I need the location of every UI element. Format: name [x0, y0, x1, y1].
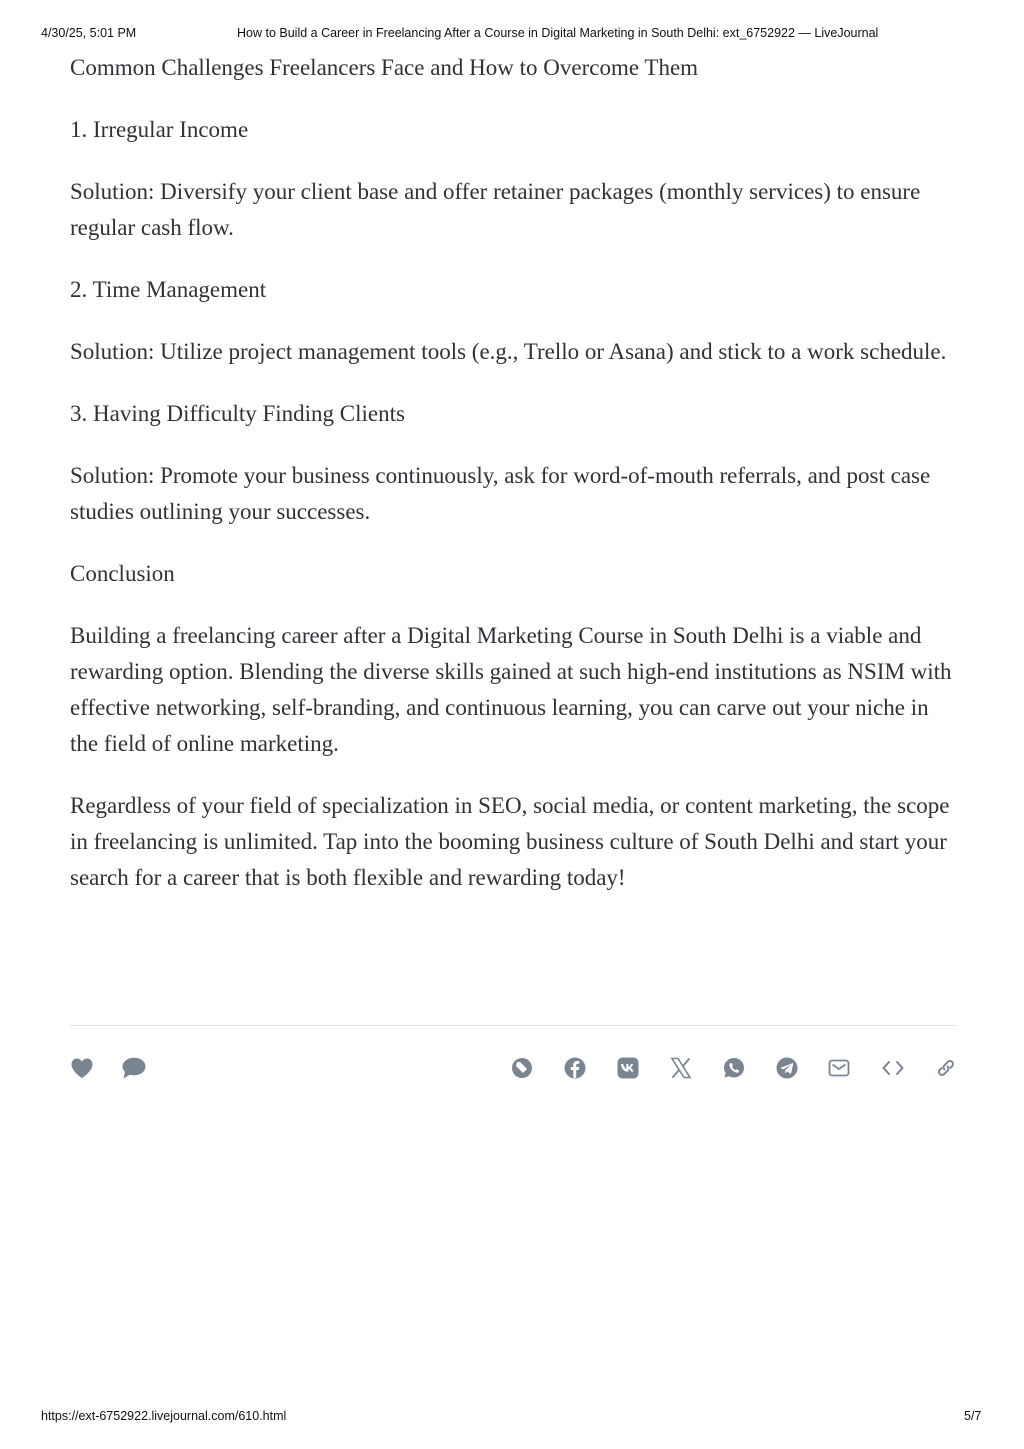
section-heading-challenges: Common Challenges Freelancers Face and How to Overcome Them: [70, 55, 699, 80]
challenge-1-solution: Solution: Diversify your client base and offer retainer packages (monthly services) to ensure regular cash flow.: [70, 179, 921, 240]
divider: [70, 1025, 957, 1026]
vk-icon[interactable]: [614, 1054, 642, 1082]
print-datetime: 4/30/25, 5:01 PM: [41, 26, 137, 40]
share-bar: [507, 1054, 962, 1082]
challenge-2-solution: Solution: Utilize project management tools (e.g., Trello or Asana) and stick to a work schedule.: [70, 339, 947, 364]
telegram-icon[interactable]: [773, 1054, 801, 1082]
print-header: [0, 26, 1024, 42]
comment-icon[interactable]: [120, 1054, 148, 1082]
challenge-1-heading: 1. Irregular Income: [70, 117, 249, 142]
facebook-icon[interactable]: [561, 1054, 589, 1082]
link-icon[interactable]: [932, 1054, 960, 1082]
whatsapp-icon[interactable]: [720, 1054, 748, 1082]
email-icon[interactable]: [825, 1054, 853, 1082]
page-url-link[interactable]: https://ext-6752922.livejournal.com/610.html: [41, 1409, 287, 1423]
conclusion-paragraph-1: Building a freelancing career after a Digital Marketing Course in South Delhi is a viable and rewarding option. Blending the diverse skills gained at such high-end institutions as NSIM with effective networking, self-branding, and continuous learning, you can carve out your niche in the field of online marketing.: [70, 623, 952, 756]
conclusion-heading: Conclusion: [70, 561, 175, 586]
challenge-2-heading: 2. Time Management: [70, 277, 267, 302]
conclusion-paragraph-2: Regardless of your field of specialization in SEO, social media, or content marketing, the scope in freelancing is unlimited. Tap into the booming business culture of South Delhi and start your search for a career that is both flexible and rewarding today!: [70, 793, 950, 890]
heart-icon[interactable]: [68, 1054, 96, 1082]
challenge-3-solution: Solution: Promote your business continuously, ask for word-of-mouth referrals, and post case studies outlining your successes.: [70, 463, 931, 524]
page-number: 5/7: [964, 1409, 982, 1423]
x-icon[interactable]: [667, 1054, 695, 1082]
livejournal-icon[interactable]: [508, 1054, 536, 1082]
article-body: [70, 50, 960, 922]
embed-icon[interactable]: [879, 1054, 907, 1082]
print-page-title: How to Build a Career in Freelancing After a Course in Digital Marketing in South Delhi: ext_6752922 — LiveJournal: [237, 26, 879, 40]
challenge-3-heading: 3. Having Difficulty Finding Clients: [70, 401, 405, 426]
